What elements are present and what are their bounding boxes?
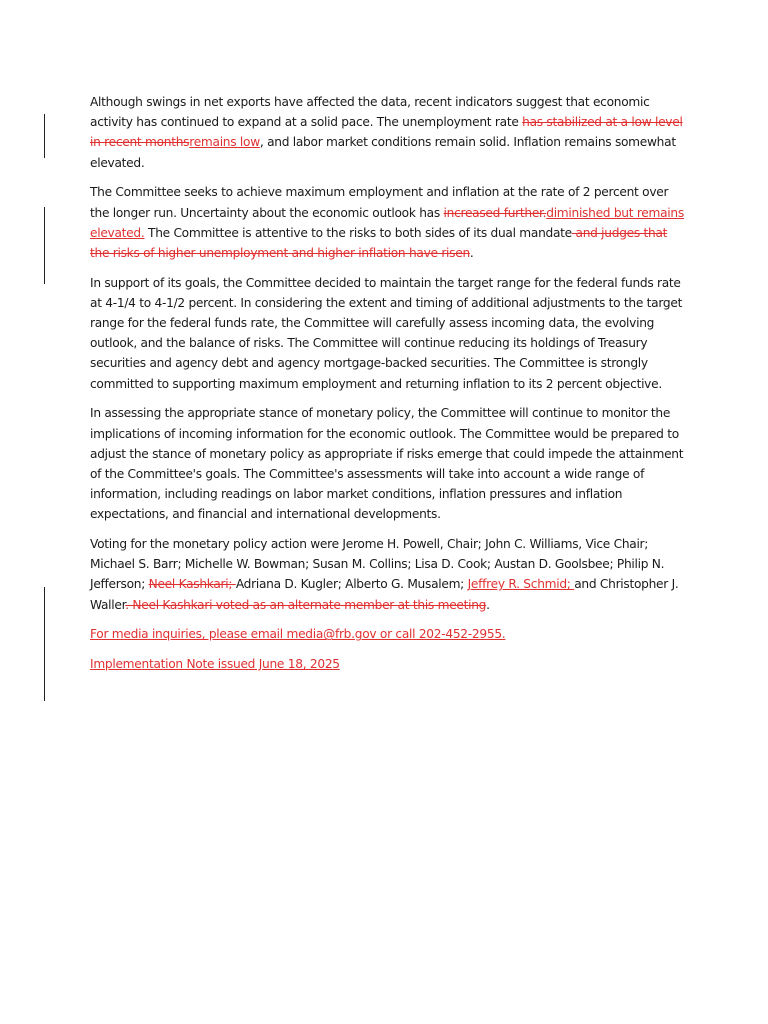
paragraph xyxy=(90,654,684,674)
text-run: The Committee is attentive to the risks to both sides of its dual mandate xyxy=(144,225,572,240)
inserted-text: For media inquiries, please email media@frb.gov or call 202-452-2955. xyxy=(90,627,506,642)
paragraph xyxy=(90,624,684,644)
inserted-text: diminished but remains elevated. xyxy=(90,205,684,240)
text-run: In support of its goals, the Committee decided to maintain the target range for the federal funds rate at 4-1/4 to 4-1/2 percent. In considering the extent and timing of additional adjustments to the target range for the federal funds rate, the Committee will carefully assess incoming data, the evolving outlook, and the balance of risks. The Committee will continue reducing its holdings of Treasury securities and agency debt and agency mortgage-backed securities. The Committee is strongly committed to supporting maximum employment and returning inflation to its 2 percent objective. xyxy=(90,275,683,391)
document-body xyxy=(90,92,684,684)
change-bar xyxy=(44,587,45,701)
text-run: Adriana D. Kugler; Alberto G. Musalem; xyxy=(235,577,468,592)
change-bar xyxy=(44,207,45,284)
paragraph xyxy=(90,182,684,263)
text-run: . xyxy=(486,597,490,612)
change-bar xyxy=(44,114,45,158)
text-run: Voting for the monetary policy action were Jerome H. Powell, Chair; John C. Williams, Vice Chair; Michael S. Barr; Michelle W. Bowman; Susan M. Collins; Lisa D. Cook; Austan D. Goolsbee; Philip N. Jefferson; xyxy=(90,537,665,592)
deleted-text: and judges that the risks of higher unemployment and higher inflation have risen xyxy=(90,225,668,260)
text-run: . xyxy=(469,245,474,260)
paragraph xyxy=(90,92,684,173)
text-run: The Committee seeks to achieve maximum employment and inflation at the rate of 2 percent over the longer run. Uncertainty about the economic outlook has xyxy=(90,185,669,220)
paragraph xyxy=(90,403,684,524)
deleted-text: . Neel Kashkari voted as an alternate member at this meeting xyxy=(125,597,487,612)
paragraph xyxy=(90,534,684,615)
inserted-text: Implementation Note issued June 18, 2025 xyxy=(90,657,340,672)
inserted-text: Jeffrey R. Schmid; xyxy=(467,577,575,592)
deleted-text: Neel Kashkari; xyxy=(148,577,236,592)
text-run: Although swings in net exports have affected the data, recent indicators suggest that economic activity has continued to expand at a solid pace. The unemployment rate xyxy=(90,95,650,130)
inserted-text: remains low xyxy=(189,135,260,150)
deleted-text: has stabilized at a low level in recent months xyxy=(90,115,683,150)
text-run: , and labor market conditions remain solid. Inflation remains somewhat elevated. xyxy=(90,135,676,170)
deleted-text: increased further. xyxy=(443,205,547,220)
paragraph xyxy=(90,273,684,394)
text-run: In assessing the appropriate stance of monetary policy, the Committee will continue to monitor the implications of incoming information for the economic outlook. The Committee would be prepared to adjust the stance of monetary policy as appropriate if risks emerge that could impede the attainment of the Committee's goals. The Committee's assessments will take into account a wide range of information, including readings on labor market conditions, inflation pressures and inflation expectations, and financial and international developments. xyxy=(90,406,684,522)
text-run: and Christopher J. Waller xyxy=(90,577,679,612)
